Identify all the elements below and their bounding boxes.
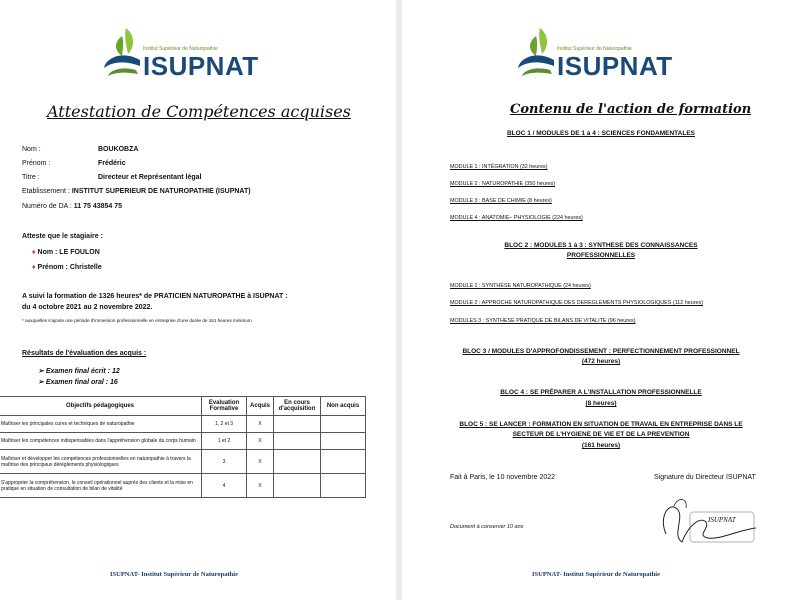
exam-ecrit-text: Examen final écrit : 12: [45, 368, 120, 375]
etablissement-label: Etablissement :: [22, 188, 70, 195]
en-cours-cell: [274, 433, 321, 450]
footer-left: ISUPNAT- Institut Supérieur de Naturopathie: [110, 571, 238, 578]
bullet-icon: ♦: [32, 264, 36, 271]
field-value-titre: Directeur et Représentant légal: [98, 174, 202, 181]
da-line: [22, 203, 122, 210]
attestation-title: Attestation de Compétences acquises: [47, 102, 351, 121]
signature-stamp: [648, 486, 768, 552]
table-row: [0, 450, 366, 474]
eval-cell: 1, 2 et 3: [202, 416, 247, 433]
field-label-titre: Titre :: [22, 174, 40, 181]
resultats-heading: Résultats de l'évaluation des acquis :: [22, 350, 147, 357]
exam-oral: [38, 378, 118, 386]
objectif-cell: S'approprier la compréhension, le conseil opérationnel auprès des clients et la mise en pratique en situation de consultation de bilan de vitalité: [0, 474, 202, 498]
bloc2-title-line2: PROFESSIONNELLES: [566, 252, 636, 259]
da-value: 11 75 43854 75: [73, 203, 123, 210]
bloc2-title-line1: BLOC 2 : MODULES 1 à 3 : SYNTHESE DES CONNAISSANCES: [504, 242, 698, 249]
signature-label: Signature du Directeur ISUPNAT: [654, 474, 756, 481]
bloc3-line1: BLOC 3 / MODULES D'APPROFONDISSEMENT : PERFECTIONNEMENT PROFESSIONNEL: [462, 348, 740, 355]
logo-subtitle: Institut Supérieur de Naturopathie: [557, 46, 632, 52]
field-value-prenom: Frédéric: [98, 160, 126, 167]
en-cours-cell: [274, 416, 321, 433]
col-en-cours: En cours d'acquisition: [274, 397, 321, 416]
contenu-title: Contenu de l'action de formation: [510, 102, 752, 117]
arrow-icon: ➢: [38, 368, 44, 375]
arrow-icon: ➢: [38, 379, 44, 386]
table-row: [0, 416, 366, 433]
non-acquis-cell: [321, 433, 366, 450]
stagiaire-nom-text: Nom : LE FOULON: [37, 249, 100, 256]
eval-cell: 3: [202, 450, 247, 474]
bloc3-line2: (472 heures): [581, 358, 621, 365]
objectifs-table: [0, 396, 366, 498]
immersion-note: * auxquelles s'ajoute une période d'immersion professionnelle en entreprise d'une durée de 161 heures minimum: [22, 318, 252, 323]
non-acquis-cell: [321, 416, 366, 433]
logo-subtitle: Institut Supérieur de Naturopathie: [143, 46, 218, 52]
acquis-cell: X: [247, 450, 274, 474]
atteste-heading: Atteste que le stagiaire :: [22, 233, 103, 240]
fait-a-paris: Fait à Paris, le 10 novembre 2022: [450, 474, 556, 481]
en-cours-cell: [274, 450, 321, 474]
bloc4-line2: (8 heures): [585, 400, 617, 407]
eval-cell: 4: [202, 474, 247, 498]
conserver-note: Document à conserver 10 ans: [450, 524, 524, 530]
bloc1-module-3: MODULE 3 : BASE DE CHIMIE (8 heures): [450, 198, 552, 204]
eval-cell: 1 et 2: [202, 433, 247, 450]
contenu-page: [402, 0, 800, 600]
attestation-page: [0, 0, 396, 600]
bloc2-module-1: MODULE 1 : SYNTHÈSE NATUROPATHIQUE (24 heures): [450, 283, 591, 289]
col-objectifs: Objectifs pédagogiques: [0, 397, 202, 416]
stagiaire-prenom: [32, 264, 102, 271]
non-acquis-cell: [321, 450, 366, 474]
etablissement-line: [22, 188, 251, 195]
bloc1-module-1: MODULE 1 : INTÉGRATION (32 heures): [450, 164, 548, 170]
isupnat-logo: [514, 20, 673, 82]
logo-brand: ISUPNAT: [143, 51, 259, 81]
bloc1-module-2: MODULE 2 : NATUROPATHIE (350 heures): [450, 181, 556, 187]
bloc1-title: BLOC 1 / MODULES DE 1 à 4 : SCIENCES FONDAMENTALES: [506, 130, 696, 137]
table-header-row: [0, 397, 366, 416]
acquis-cell: X: [247, 433, 274, 450]
da-label: Numéro de DA :: [22, 203, 72, 210]
logo-brand: ISUPNAT: [557, 51, 673, 81]
bloc2-module-3: MODULES 3 : SYNTHESE PRATIQUE DE BILANS DE VITALITE (96 heures): [450, 318, 636, 324]
objectif-cell: Maîtriser et développer les compétences professionnelles en naturopathie à travers la maîtrise des principaux dérèglements physiologiques: [0, 450, 202, 474]
objectif-cell: Maîtriser les principales cures et techniques de naturopathie: [0, 416, 202, 433]
bullet-icon: ♦: [32, 249, 36, 256]
isupnat-logo: [100, 20, 259, 82]
non-acquis-cell: [321, 474, 366, 498]
field-label-nom: Nom :: [22, 146, 41, 153]
table-row: [0, 474, 366, 498]
stagiaire-nom: [32, 249, 100, 256]
exam-oral-text: Examen final oral : 16: [45, 379, 118, 386]
field-label-prenom: Prénom :: [22, 160, 51, 167]
exam-ecrit: [38, 367, 120, 375]
col-acquis: Acquis: [247, 397, 274, 416]
formation-line-1: A suivi la formation de 1326 heures* de PRATICIEN NATUROPATHE à ISUPNAT :: [22, 293, 288, 300]
footer-right: ISUPNAT- Institut Supérieur de Naturopathie: [532, 571, 660, 578]
bloc4-line1: BLOC 4 : SE PRÉPARER A L'INSTALLATION PROFESSIONNELLE: [500, 389, 702, 396]
bloc5-line2: SECTEUR DE L'HYGIENE DE VIE ET DE LA PREVENTION: [512, 431, 690, 438]
bloc1-module-4: MODULE 4 : ANATOMIE– PHYSIOLOGIE (224 heures): [450, 215, 583, 221]
acquis-cell: X: [247, 474, 274, 498]
col-non-acquis: Non acquis: [321, 397, 366, 416]
en-cours-cell: [274, 474, 321, 498]
formation-line-2: du 4 octobre 2021 au 2 novembre 2022.: [22, 304, 153, 311]
bloc5-line1: BLOC 5 : SE LANCER : FORMATION EN SITUATION DE TRAVAIL EN ENTREPRISE DANS LE: [459, 421, 743, 428]
col-evaluation: Evaluation Formative: [202, 397, 247, 416]
stagiaire-prenom-text: Prénom : Christelle: [37, 264, 102, 271]
bloc2-module-2: MODULE 2 : APPROCHE NATUROPATHIQUE DES DEREGLEMENTS PHYSIOLOGIQUES (112 heures): [450, 300, 704, 306]
table-row: [0, 433, 366, 450]
acquis-cell: X: [247, 416, 274, 433]
field-value-nom: BOUKOBZA: [98, 146, 139, 153]
etablissement-value: INSTITUT SUPERIEUR DE NATUROPATHIE (ISUPNAT): [71, 188, 251, 195]
stamp-text: ISUPNAT: [708, 516, 736, 524]
objectif-cell: Maîtriser les compétences indispensables dans l'appréhension globale du corps humain: [0, 433, 202, 450]
bloc5-line3: (161 heures): [581, 442, 621, 449]
